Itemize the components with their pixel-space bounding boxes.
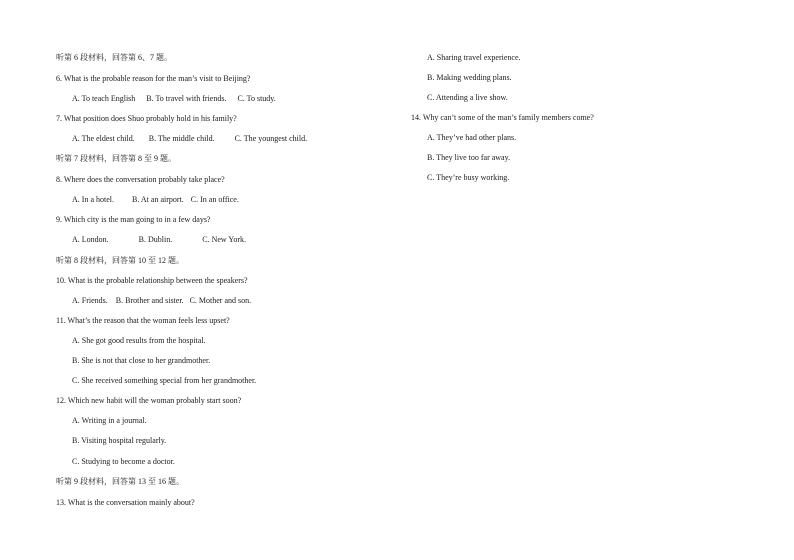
- q10-option-c: C. Mother and son.: [189, 296, 252, 305]
- q14-option-a: A. They’ve had other plans.: [427, 133, 517, 142]
- q9-option-b: B. Dublin.: [138, 235, 173, 244]
- q12-option-c: C. Studying to become a doctor.: [72, 457, 175, 466]
- question-14: 14. Why can’t some of the man’s family members come?: [411, 113, 594, 122]
- question-12: 12. Which new habit will the woman probably start soon?: [56, 396, 242, 405]
- q12-option-b: B. Visiting hospital regularly.: [72, 436, 167, 445]
- q14-option-c: C. They’re busy working.: [427, 173, 510, 182]
- section-6-heading: 听第 6 段材料，回答第 6、7 题。: [56, 53, 172, 62]
- q12-option-a: A. Writing in a journal.: [72, 416, 147, 425]
- question-11: 11. What’s the reason that the woman feels less upset?: [56, 316, 230, 325]
- q11-option-c: C. She received something special from her grandmother.: [72, 376, 257, 385]
- question-10-options: [72, 296, 251, 306]
- section-7-heading: 听第 7 段材料，回答第 8 至 9 题。: [56, 154, 176, 163]
- q7-option-c: C. The youngest child.: [234, 134, 308, 143]
- q6-option-a: A. To teach English: [72, 94, 136, 103]
- question-13: 13. What is the conversation mainly about?: [56, 498, 195, 507]
- q13-option-a: A. Sharing travel experience.: [427, 53, 521, 62]
- q11-option-a: A. She got good results from the hospital.: [72, 336, 206, 345]
- q7-option-b: B. The middle child.: [148, 134, 215, 143]
- q7-option-a: A. The eldest child.: [72, 134, 135, 143]
- q6-option-b: B. To travel with friends.: [146, 94, 227, 103]
- q10-option-a: A. Friends.: [72, 296, 108, 305]
- section-8-heading: 听第 8 段材料，回答第 10 至 12 题。: [56, 256, 184, 265]
- question-6-options: [72, 94, 276, 104]
- q14-option-b: B. They live too far away.: [427, 153, 511, 162]
- q8-option-b: B. At an airport.: [132, 195, 184, 204]
- q13-option-b: B. Making wedding plans.: [427, 73, 512, 82]
- question-7-options: [72, 134, 307, 144]
- question-8: 8. Where does the conversation probably take place?: [56, 175, 225, 184]
- q11-option-b: B. She is not that close to her grandmother.: [72, 356, 211, 365]
- question-10: 10. What is the probable relationship between the speakers?: [56, 276, 248, 285]
- q10-option-b: B. Brother and sister.: [115, 296, 184, 305]
- q9-option-c: C. New York.: [202, 235, 247, 244]
- q9-option-a: A. London.: [72, 235, 109, 244]
- question-9-options: [72, 235, 246, 245]
- question-6: 6. What is the probable reason for the man’s visit to Beijing?: [56, 74, 251, 83]
- q6-option-c: C. To study.: [237, 94, 276, 103]
- question-8-options: [72, 195, 239, 205]
- q8-option-a: A. In a hotel.: [72, 195, 114, 204]
- section-9-heading: 听第 9 段材料，回答第 13 至 16 题。: [56, 477, 184, 486]
- question-7: 7. What position does Shuo probably hold in his family?: [56, 114, 237, 123]
- question-9: 9. Which city is the man going to in a few days?: [56, 215, 211, 224]
- q13-option-c: C. Attending a live show.: [427, 93, 508, 102]
- q8-option-c: C. In an office.: [190, 195, 239, 204]
